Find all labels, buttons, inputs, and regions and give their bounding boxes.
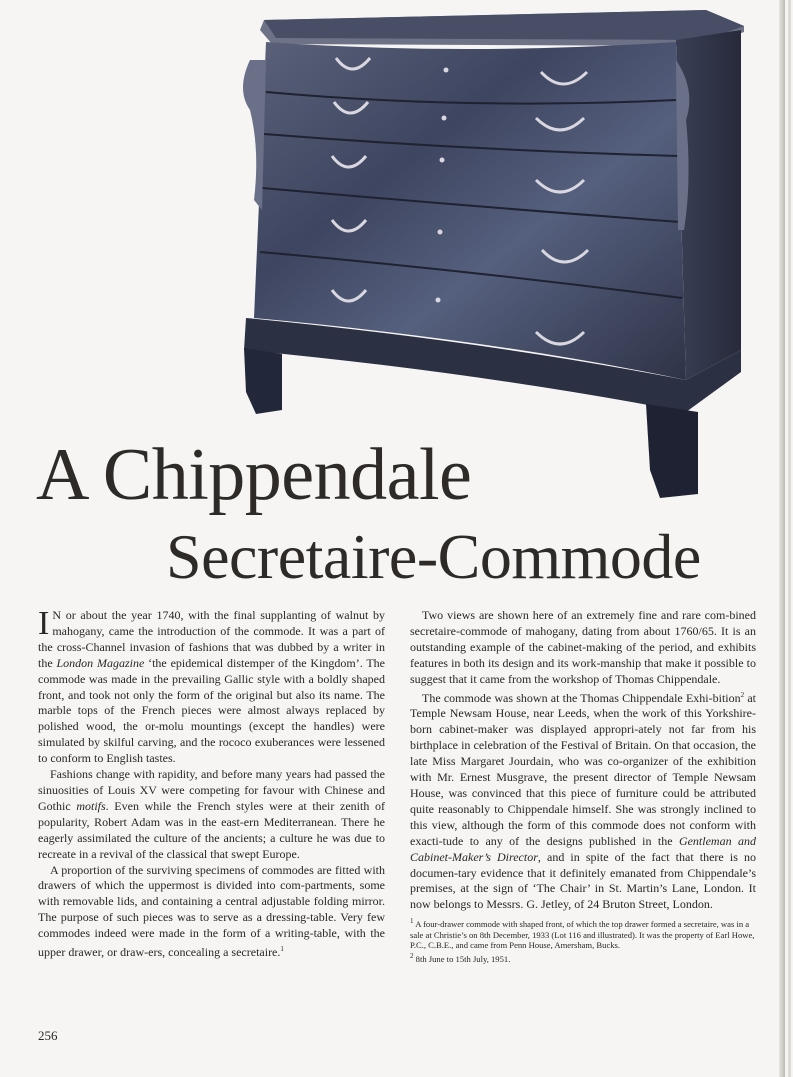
footnote-1: $^1$ A four-drawer commode with shaped front, of which the top drawer formed a secretaire, was in a sale at Christie’s on 8th December, 1933 (Lot 116 and illustrated). It was the property of Earl Howe, P.C., C.B.E., and came from Penn House, Amersham, Bucks. xyxy=(410,917,755,951)
page-edge-inner xyxy=(788,0,791,1077)
drop-cap: I xyxy=(38,605,50,642)
chippendale-commode-photo-icon xyxy=(236,0,750,500)
commode-photo xyxy=(236,0,750,500)
page-number: 256 xyxy=(38,1028,58,1043)
text-column-right xyxy=(410,608,756,964)
paragraph-5: The commode was shown at the Thomas Chippendale Exhi-bition$^2$ at Temple Newsam House, near Leeds, when the work of this Yorkshire-born cabinet-maker was displayed appropri-ately not far from his birthplace in celebration of the Festival of Britain. On that occasion, the late Miss Margaret Jourdain, who was co-organizer of the exhibition with Mr. Ernest Musgrave, the present director of Temple Newsam House, was convinced that this piece of furniture could be attributed quite reasonably to Chippendale himself. She was strongly inclined to this view, although the form of this commode does not conform with exacti-tude to any of the designs published in the Gentleman and Cabinet-Maker’s Director, and in spite of the fact that there is no documen-tary evidence that it definitely emanated from Chippendale’s premises, at the sign of ‘The Chair’ in St. Martin’s Lane, London. It now belongs to Messrs. G. Jetley, of 24 Bruton Street, London. xyxy=(410,690,756,912)
title-line-2: Secretaire-Commode xyxy=(166,521,701,592)
paragraph-4: Two views are shown here of an extremely fine and rare com-bined secretaire-commode of mahogany, dating from about 1760/65. It is an outstanding example of the cabinet-making of the period, and exhibits features in both its design and its work-manship that make it possible to suggest that it came from the workshop of Thomas Chippendale. xyxy=(410,608,756,686)
page-edge xyxy=(779,0,785,1077)
paragraph-3: A proportion of the surviving specimens of commodes are fitted with drawers of which the uppermost is divided into com-partments, some with removable lids, and containing a central adjustable folding mirror. The purpose of such pieces was to serve as a dressing-table. Very few commodes indeed were made in the form of a writing-table, with the upper drawer, or draw-ers, concealing a secretaire.$^1$ xyxy=(38,862,385,960)
text-column-left xyxy=(38,605,386,961)
title-line-1: A Chippendale xyxy=(36,434,472,516)
paragraph-2: Fashions change with rapidity, and before many years had passed the sinuosities of Louis XV were competing for favour with Chinese and Gothic motifs. Even while the French styles were at their zenith of popularity, Robert Adam was in the east-ern Mediterranean. There he eagerly assimilated the culture of the ancients; a culture he was due to recreate in a revival of the classical that swept Europe. xyxy=(38,767,385,861)
paragraph-1: I N or about the year 1740, with the final supplanting of walnut by mahogany, came the introduction of the commode. It was a part of the cross-Channel invasion of fashions that was dubbed by a writer in the London Magazine ‘the epidemical distemper of the Kingdom’. The commode was made in the prevailing Gallic style with a boldly shaped front, and took not only the form of the original but also its name. The marble tops of the French pieces were almost always replaced by polished wood, the or-molu mountings (except the handles) were simulated by skilful carving, and the rococo exuberances were lessened to conform to English tastes. xyxy=(38,605,386,766)
footnotes xyxy=(410,916,756,964)
footnote-2: $^2$ 8th June to 15th July, 1951. xyxy=(410,951,511,964)
